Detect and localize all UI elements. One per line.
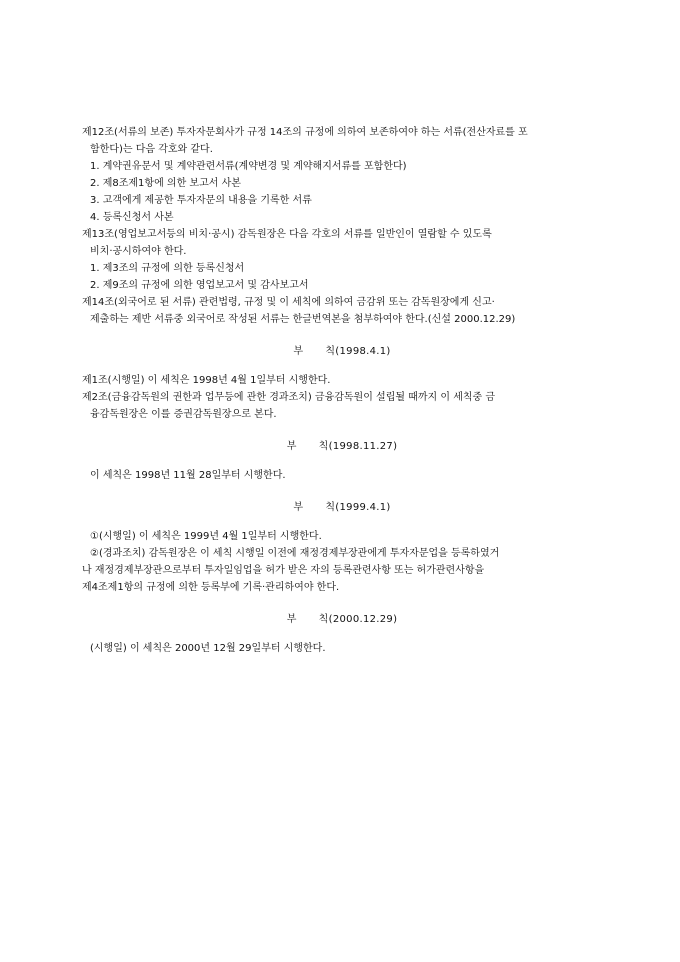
addendum-heading-date: 칙(2000.12.29)	[318, 614, 398, 625]
addendum-4-line-1: (시행일) 이 세칙은 2000년 12월 29일부터 시행한다.	[90, 643, 326, 654]
addendum-1-line-1: 제1조(시행일) 이 세칙은 1998년 4월 1일부터 시행한다.	[82, 375, 331, 386]
addendum-heading-prefix: 부	[293, 346, 304, 357]
article-14-continuation: 제출하는 제반 서류중 외국어로 작성된 서류는 한글번역본을 첨부하여야 한다.(신설 2000.12.29)	[90, 314, 516, 325]
addendum-3-line-3: 나 재정경제부장관으로부터 투자일임업을 허가 받은 자의 등록관련사항 또는 허가관련사항을	[82, 565, 485, 576]
article-12-item-3: 3. 고객에게 제공한 투자자문의 내용을 기록한 서류	[90, 195, 312, 206]
article-12-continuation: 함한다)는 다음 각호와 같다.	[90, 144, 213, 155]
addendum-1-line-3: 융감독원장은 이를 증권감독원장으로 본다.	[90, 409, 277, 420]
addendum-heading-date: 칙(1999.4.1)	[325, 502, 391, 513]
article-12-heading: 제12조(서류의 보존) 투자자문회사가 규정 14조의 규정에 의하여 보존하여야 하는 서류(전산자료를 포	[82, 127, 528, 138]
addendum-3-line-4: 제4조제1항의 규정에 의한 등록부에 기록·관리하여야 한다.	[82, 582, 340, 593]
addendum-1998-11-27-heading	[82, 438, 602, 455]
addendum-2-line-1: 이 세칙은 1998년 11월 28일부터 시행한다.	[90, 470, 286, 481]
addendum-3-line-1: ①(시행일) 이 세칙은 1999년 4월 1일부터 시행한다.	[90, 531, 322, 542]
addendum-heading-date: 칙(1998.11.27)	[318, 441, 398, 452]
addendum-1999-04-01-heading	[82, 499, 602, 516]
article-13-continuation: 비치·공시하여야 한다.	[90, 246, 187, 257]
article-13-item-2: 2. 제9조의 규정에 의한 영업보고서 및 감사보고서	[90, 280, 309, 291]
addendum-2000-12-29-heading	[82, 611, 602, 628]
article-12-item-1: 1. 계약권유문서 및 계약관련서류(계약변경 및 계약해지서류를 포함한다)	[90, 161, 407, 172]
addendum-1-line-2: 제2조(금융감독원의 권한과 업무등에 관한 경과조치) 금융감독원이 설립될 때까지 이 세칙중 금	[82, 392, 496, 403]
document-body	[82, 124, 602, 657]
addendum-1998-04-01-heading	[82, 343, 602, 360]
article-13-item-1: 1. 제3조의 규정에 의한 등록신청서	[90, 263, 245, 274]
article-13-heading: 제13조(영업보고서등의 비치·공시) 감독원장은 다음 각호의 서류를 일반인이 열람할 수 있도록	[82, 229, 492, 240]
addendum-heading-date: 칙(1998.4.1)	[325, 346, 391, 357]
article-12-item-4: 4. 등록신청서 사본	[90, 212, 174, 223]
article-14-heading: 제14조(외국어로 된 서류) 관련법령, 규정 및 이 세칙에 의하여 금감위 또는 감독원장에게 신고·	[82, 297, 495, 308]
addendum-heading-prefix: 부	[286, 614, 297, 625]
addendum-heading-prefix: 부	[293, 502, 304, 513]
addendum-3-line-2: ②(경과조치) 감독원장은 이 세칙 시행일 이전에 재정경제부장관에게 투자자문업을 등록하였거	[90, 548, 500, 559]
article-12-item-2: 2. 제8조제1항에 의한 보고서 사본	[90, 178, 241, 189]
addendum-heading-prefix: 부	[286, 441, 297, 452]
